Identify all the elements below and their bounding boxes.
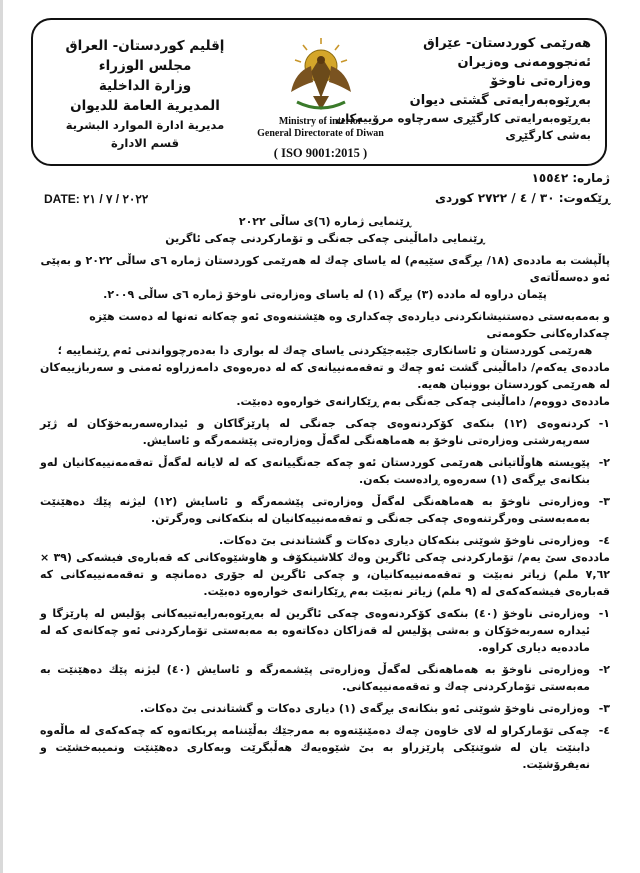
hr-directorate-ku: بەڕێوەبەرایەتی كارگێڕی سەرچاوە مرۆییەكان: [335, 111, 591, 125]
instruction-subtitle: ڕێنمایی داماڵینی چەكی جەنگی و تۆماركردنی چەكی ئاگرین: [165, 232, 485, 245]
directorate-name-ku: بەڕێوەبەرایەتی گشتی دیوان: [409, 93, 591, 108]
intro-paragraph-2a: و بەمەبەستی دەستنیشانكردنی دیاردەی چەكداری وە هێشتنەوەی ئەو چەكانە تەنها لە دەست هێزە چەكدارەكانی حكومەتی: [89, 310, 610, 340]
letterhead-arabic: [55, 36, 235, 152]
admin-section-ar: قسم الادارة: [110, 136, 179, 150]
region-name-ku: هەرێمی كوردستان- عێراق: [423, 36, 591, 51]
article-1-label: ماددەی یەكەم/: [531, 361, 610, 374]
reference-date: ڕێكەوت: ٣٠ / ٤ / ٢٧٢٢ كوردی: [435, 191, 610, 205]
council-name-ar: مجلس الوزراء: [98, 58, 192, 74]
intro-paragraph-1b: پێمان دراوە لە ماددە (٣) بڕگە (١) لە یاسای وەزارەتی ناوخۆ ژمارە ٦ی ساڵی ٢٠٠٩.: [103, 288, 547, 301]
letterhead-english: [238, 116, 403, 162]
ministry-name-ku: وەزارەتی ناوخۆ: [490, 74, 591, 89]
instruction-title: ڕێنمایی ژمارە (٦)ی ساڵی ٢٠٢٢: [238, 215, 412, 228]
directorate-name-ar: المديرية العامة للديوان: [70, 98, 220, 114]
article-2: [40, 393, 610, 410]
ministry-name-ar: وزارة الداخلية: [98, 78, 192, 94]
document-body: [40, 213, 610, 773]
document-date: DATE: ٢٠٢٢ / ٧ / ٢١: [44, 192, 149, 206]
article-1-text: داماڵینی گشت ئەو چەك و تەقەمەنییانەی كە لە دەرەوەی دامەزراوە ئەمنی و سەربازییەكان لە هەرێمی كوردستان بوونیان هەیە.: [40, 361, 610, 391]
reference-number: ژمارە: ١٥٥٤٢: [531, 171, 610, 185]
region-name-ar: إقليم كوردستان- العراق: [65, 38, 225, 54]
list-item: ٣- وەزارەتی ناوخۆ بە هەماهەنگی لەگەڵ وەزارەتی پێشمەرگە و ئاسایش (١٢) لیژنە پێك دەهێنێت بەمەبەستی وەرگرتنەوەی چەكی جەنگی و تەقەمەنییەكانیان لە بنكەكانی وەرگرتن.: [40, 495, 610, 525]
ministry-name-en: Ministry of interior: [278, 116, 363, 127]
hr-directorate-ar: مديرية ادارة الموارد البشرية: [65, 118, 225, 132]
list-item: ٢- وەزارەتی ناوخۆ بە هەماهەنگی لەگەڵ وەزارەتی پێشمەرگە و ئاسایش (٤٠) لیژنە پێك دەهێنێت بە مەبەستی تۆماركردنی چەك و تەقەمەنییەكانی.: [40, 663, 610, 693]
admin-section-ku: بەشی كارگێڕی: [505, 128, 591, 142]
letterhead-kurdish: [335, 34, 591, 144]
list-item: ٢- پێویستە هاوڵاتیانی هەرێمی كوردستان ئەو چەكە جەنگییانەی كە لە لایانە لەگەڵ تەقەمەنییەكانیان لەو بنكانەی بڕگەی (١) سەرەوە ڕادەست بكەن.: [40, 456, 610, 486]
article-3: [40, 549, 610, 600]
list-item: ١- وەزارەتی ناوخۆ (٤٠) بنكەی كۆكردنەوەی چەكی ئاگرین لە بەڕێوەبەرایەتییەكانی پۆلیس لە پارێزگا و ئیدارە سەربەخۆكان و بەشی پۆلیس لە قەزاكان دەكاتەوە بە مەبەستی تۆماركردنی ئەو چەكانەی كە لە ماددەیە دیاری كراوە.: [40, 607, 610, 654]
letterhead-frame: [31, 18, 607, 166]
council-name-ku: ئەنجوومەنی وەزیران: [457, 55, 591, 70]
article-2-label: ماددەی دووەم/: [529, 395, 610, 408]
list-item: ١- كردنەوەی (١٢) بنكەی كۆكردنەوەی چەكی جەنگی لە پارێزگاكان و ئیدارەسەربەخۆكان لە ژێر سەرپەرشتی وەزارەتی ناوخۆ بە هەماهەنگی لەگەڵ وەزارەتی پێشمەرگە و ئاسایش.: [40, 417, 610, 447]
kurdistan-emblem-icon: [283, 36, 359, 116]
article-2-text: داماڵینی چەكی جەنگی بەم ڕێكارانەی خوارەوە دەبێت.: [236, 395, 526, 408]
list-item: ٤- چەكی تۆماركراو لە لای خاوەن چەك دەمێنێتەوە بە مەرجێك بەڵێننامە پربكاتەوە كە چەكەكەی لە ماڵەوە دابنێت یان لە شوێنێكی پارێزراو بە بێ شێوەیەك هەڵبگرێت وبەكاری دەهێنێت ونمیبەخشێت و نەیفرۆشێت.: [40, 724, 610, 771]
article-3-text: تۆماركردنی چەكی ئاگرین وەك كلاشینكۆف و هاوشێوەكانی كە قەبارەی فیشەكی (٣٩ × ٧,٦٢ ملم) زیاتر نەبێت و تەقەمەنییەكانیان، و چەكی ئاگرین لە جۆری دەمانچە و تەقەمەنییەكانی كە قەبارەی فیشەكەكەی لە (٩ ملم) زیاتر نەبێت بەم ڕێكارانەی خوارەوە دەبێت.: [40, 551, 610, 598]
intro-paragraph-2b: هەرێمی كوردستان و ئاسانكاری جێبەجێكردنی یاسای چەك لە بواری دا بەدەرچوواندنی ئەم ڕێنماییە ؛: [57, 344, 593, 357]
article-1: [40, 359, 610, 393]
iso-certification: ( ISO 9001:2015 ): [273, 146, 368, 160]
list-item: ٣- وەزارەتی ناوخۆ شوێنی ئەو بنكانەی بڕگەی (١) دیاری دەكات و گشتاندنی بێ دەكات.: [139, 702, 610, 715]
intro-paragraph-1a: پاڵپشت بە ماددەی (١٨/ بڕگەی سێیەم) لە یاسای چەك لە هەرێمی كوردستان ژمارە ٦ی ساڵی ٢٠٢٢ و بەپێی ئەو دەسەڵاتەی: [40, 254, 610, 284]
directorate-name-en: General Directorate of Diwan: [257, 128, 384, 139]
article-3-label: ماددەی سێ یەم/: [517, 551, 610, 564]
list-item: ٤- وەزارەتی ناوخۆ شوێنی بنكەكان دیاری دەكات و گشتاندنی بێ دەكات.: [219, 534, 610, 547]
